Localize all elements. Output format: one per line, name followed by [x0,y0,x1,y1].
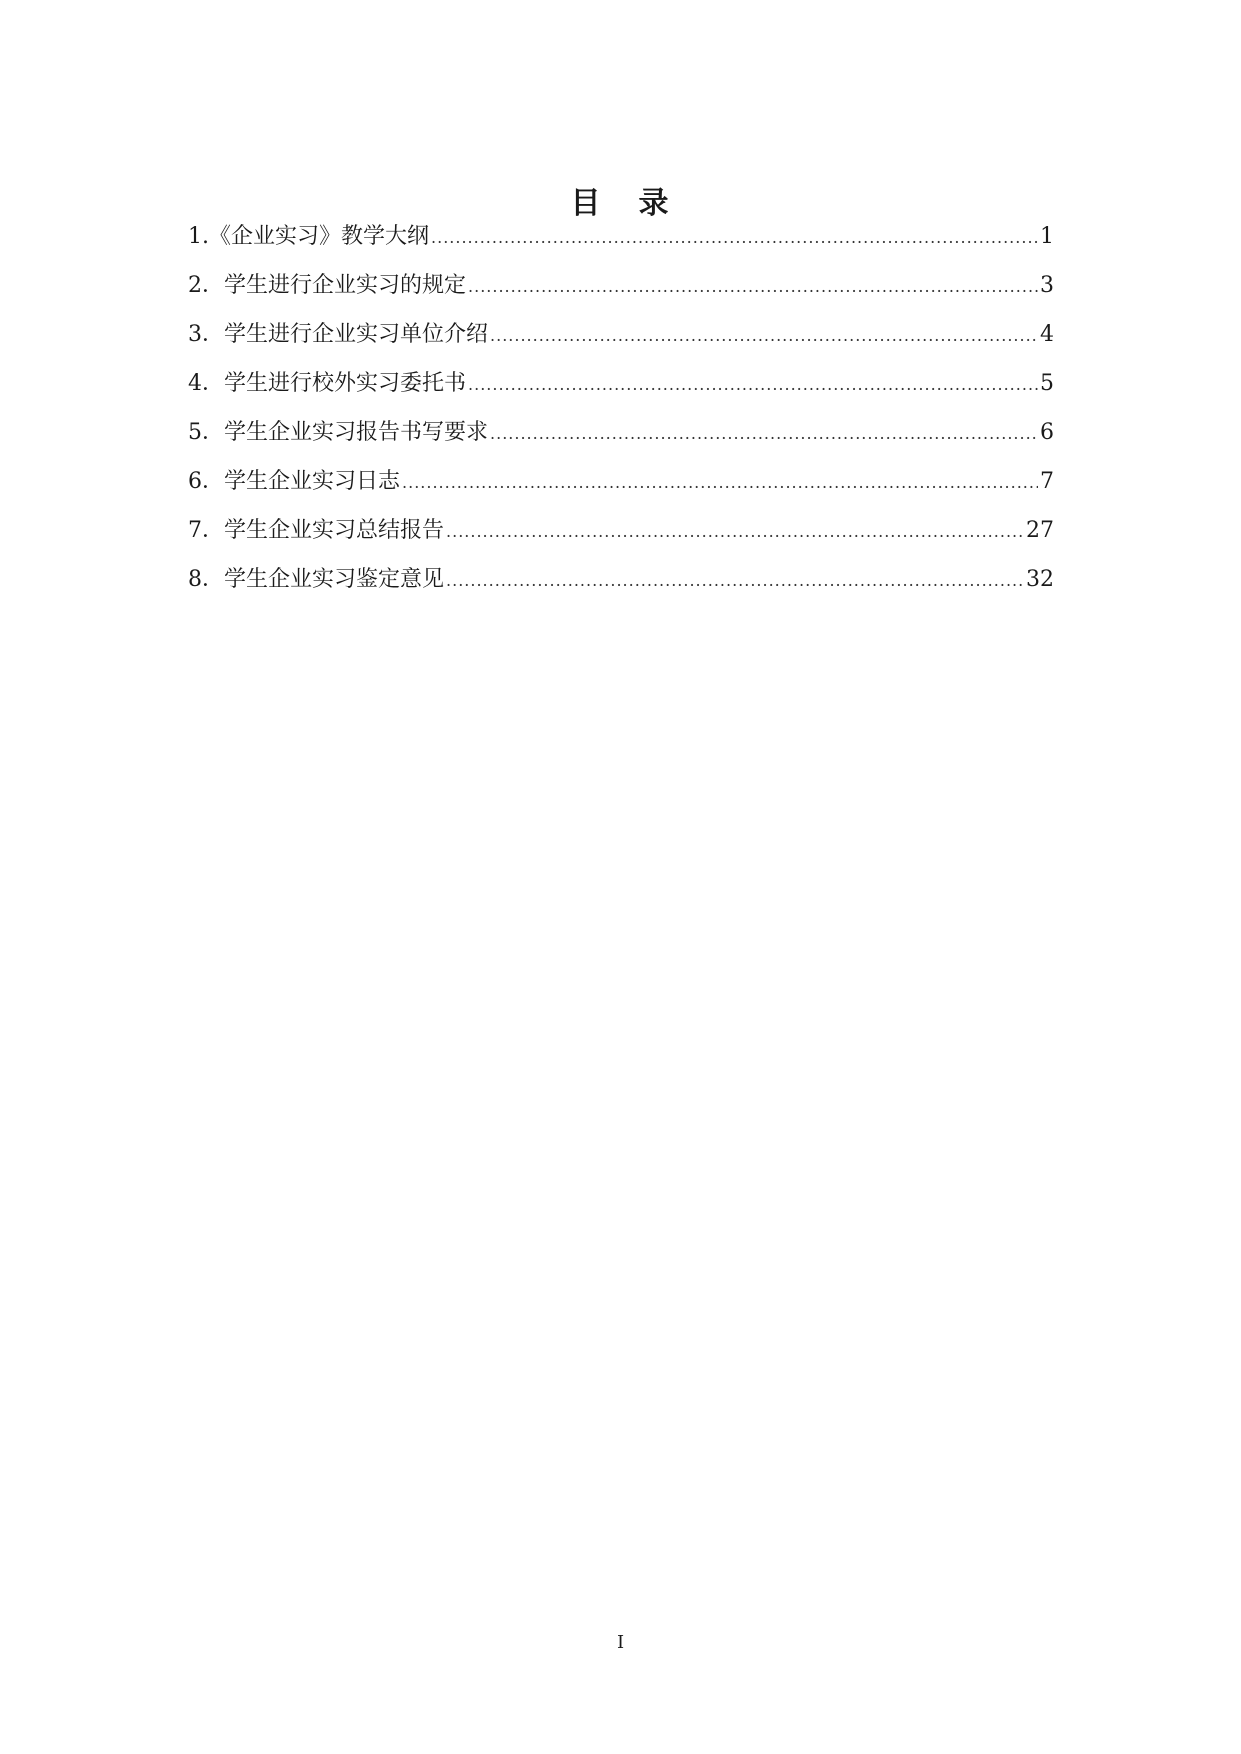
toc-entry-separator: ． [202,273,225,298]
toc-entry[interactable] [188,320,1054,369]
toc-entry-separator: ． [202,567,225,592]
toc-entry[interactable] [188,369,1054,418]
toc-dot-leader [490,321,1038,351]
toc-dot-leader [446,566,1024,596]
toc-entry[interactable] [188,516,1054,565]
toc-entry-title: 学生企业实习总结报告 [224,518,445,543]
toc-dot-leader [446,517,1024,547]
toc-entry-separator: . [202,224,209,249]
toc-entry-page: 27 [1026,518,1054,543]
toc-entry-number: 5 [188,420,202,445]
toc-entry-title: 《企业实习》教学大纲 [209,224,430,249]
toc-entry-separator: ． [202,469,225,494]
toc-entry-separator: ． [202,371,225,396]
toc-dot-leader [431,223,1038,253]
toc-entry-number: 6 [188,469,202,494]
toc-entry-page: 32 [1026,567,1054,592]
toc-entry-number: 1 [188,224,202,249]
toc-entry-page: 7 [1040,469,1054,494]
toc-entry[interactable] [188,418,1054,467]
toc-entry-title: 学生企业实习日志 [224,469,401,494]
toc-title-char-1: 目 [570,186,603,222]
toc-title [0,178,1241,222]
toc-dot-leader [468,370,1038,400]
toc-title-char-2: 录 [638,186,671,222]
toc-entry-title: 学生企业实习鉴定意见 [224,567,445,592]
toc-dot-leader [490,419,1038,449]
toc-entry[interactable] [188,565,1054,614]
toc-entry-title: 学生企业实习报告书写要求 [224,420,489,445]
toc-entry[interactable] [188,271,1054,320]
toc-entry-separator: ． [202,518,225,543]
toc-entry-page: 4 [1040,322,1054,347]
page-number: I [616,1632,625,1653]
toc-entry-number: 7 [188,518,202,543]
toc-entry-number: 2 [188,273,202,298]
toc-dot-leader [402,468,1038,498]
toc-entry-title: 学生进行企业实习的规定 [224,273,467,298]
toc-list [188,222,1054,614]
toc-entry-page: 5 [1040,371,1054,396]
toc-entry-title: 学生进行企业实习单位介绍 [224,322,489,347]
toc-entry-page: 1 [1040,224,1054,249]
toc-dot-leader [468,272,1038,302]
toc-entry[interactable] [188,467,1054,516]
toc-entry-number: 8 [188,567,202,592]
toc-entry[interactable] [188,222,1054,271]
toc-entry-number: 4 [188,371,202,396]
toc-entry-page: 6 [1040,420,1054,445]
toc-entry-separator: ． [202,420,225,445]
toc-entry-title: 学生进行校外实习委托书 [224,371,467,396]
toc-entry-number: 3 [188,322,202,347]
toc-entry-page: 3 [1040,273,1054,298]
toc-entry-separator: ． [202,322,225,347]
